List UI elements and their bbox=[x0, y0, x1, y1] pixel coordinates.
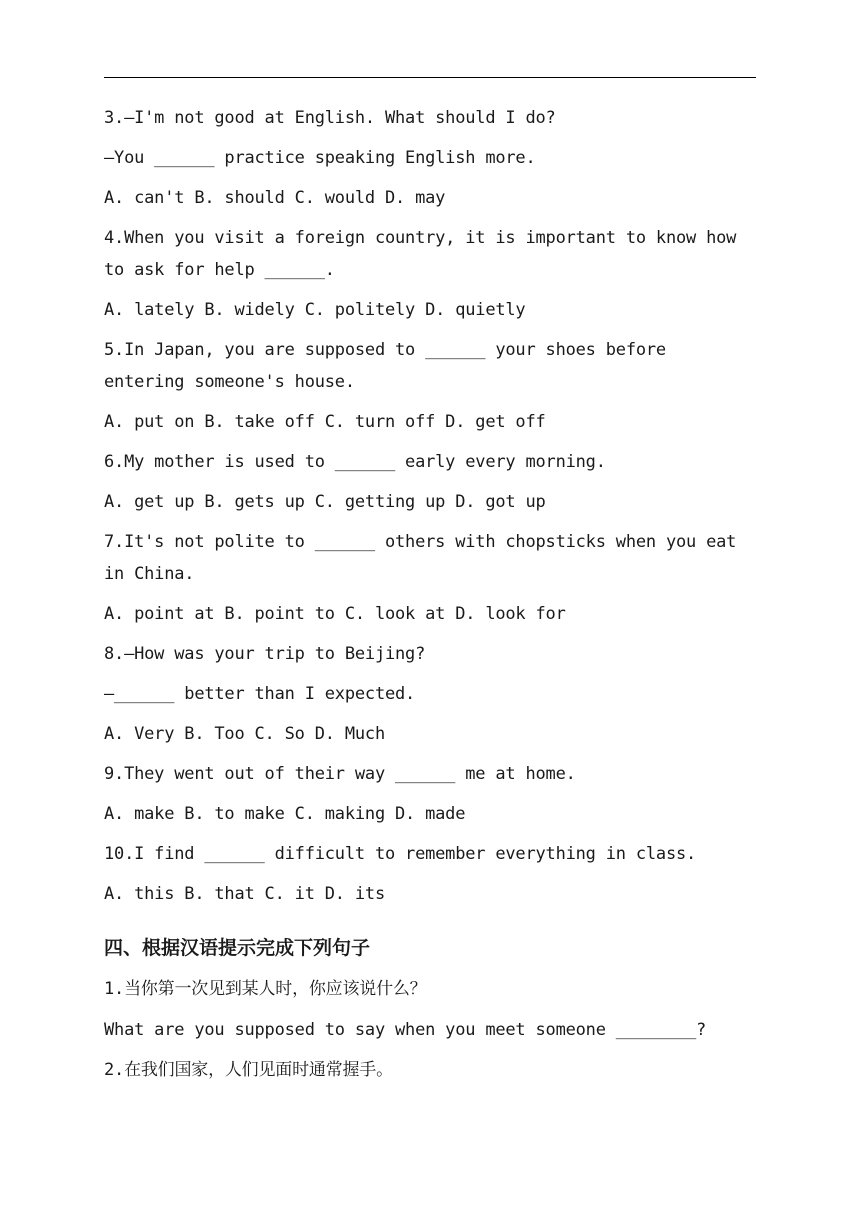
q8-reply: —______ better than I expected. bbox=[104, 684, 416, 704]
s1-chinese-prompt: 1.当你第一次见到某人时，你应该说什么？ bbox=[104, 979, 427, 999]
q7-options: A. point at B. point to C. look at D. look for bbox=[104, 604, 566, 624]
q6-options: A. get up B. gets up C. getting up D. got up bbox=[104, 492, 546, 512]
q9-options: A. make B. to make C. making D. made bbox=[104, 804, 466, 824]
q8-stem: 8.—How was your trip to Beijing? bbox=[104, 644, 426, 664]
q5-stem-line2: entering someone's house. bbox=[104, 372, 355, 392]
q3-reply: —You ______ practice speaking English more. bbox=[104, 148, 536, 168]
q8-options: A. Very B. Too C. So D. Much bbox=[104, 724, 385, 744]
q5-options: A. put on B. take off C. turn off D. get off bbox=[104, 412, 546, 432]
section4-heading: 四、根据汉语提示完成下列句子 bbox=[104, 937, 371, 959]
s1-english-sentence: What are you supposed to say when you meet someone ________? bbox=[104, 1020, 707, 1040]
q6-stem: 6.My mother is used to ______ early every morning. bbox=[104, 452, 606, 472]
q3-stem: 3.—I'm not good at English. What should I do? bbox=[104, 108, 556, 128]
s2-chinese-prompt: 2.在我们国家，人们见面时通常握手。 bbox=[104, 1060, 393, 1080]
q4-stem-line2: to ask for help ______. bbox=[104, 260, 335, 280]
header-rule bbox=[104, 77, 756, 78]
q5-stem-line1: 5.In Japan, you are supposed to ______ your shoes before bbox=[104, 340, 666, 360]
q4-options: A. lately B. widely C. politely D. quietly bbox=[104, 300, 526, 320]
q4-stem-line1: 4.When you visit a foreign country, it is important to know how bbox=[104, 228, 737, 248]
q9-stem: 9.They went out of their way ______ me at home. bbox=[104, 764, 576, 784]
q3-options: A. can't B. should C. would D. may bbox=[104, 188, 446, 208]
q10-options: A. this B. that C. it D. its bbox=[104, 884, 385, 904]
q7-stem-line2: in China. bbox=[104, 564, 195, 584]
q10-stem: 10.I find ______ difficult to remember everything in class. bbox=[104, 844, 697, 864]
q7-stem-line1: 7.It's not polite to ______ others with chopsticks when you eat bbox=[104, 532, 737, 552]
